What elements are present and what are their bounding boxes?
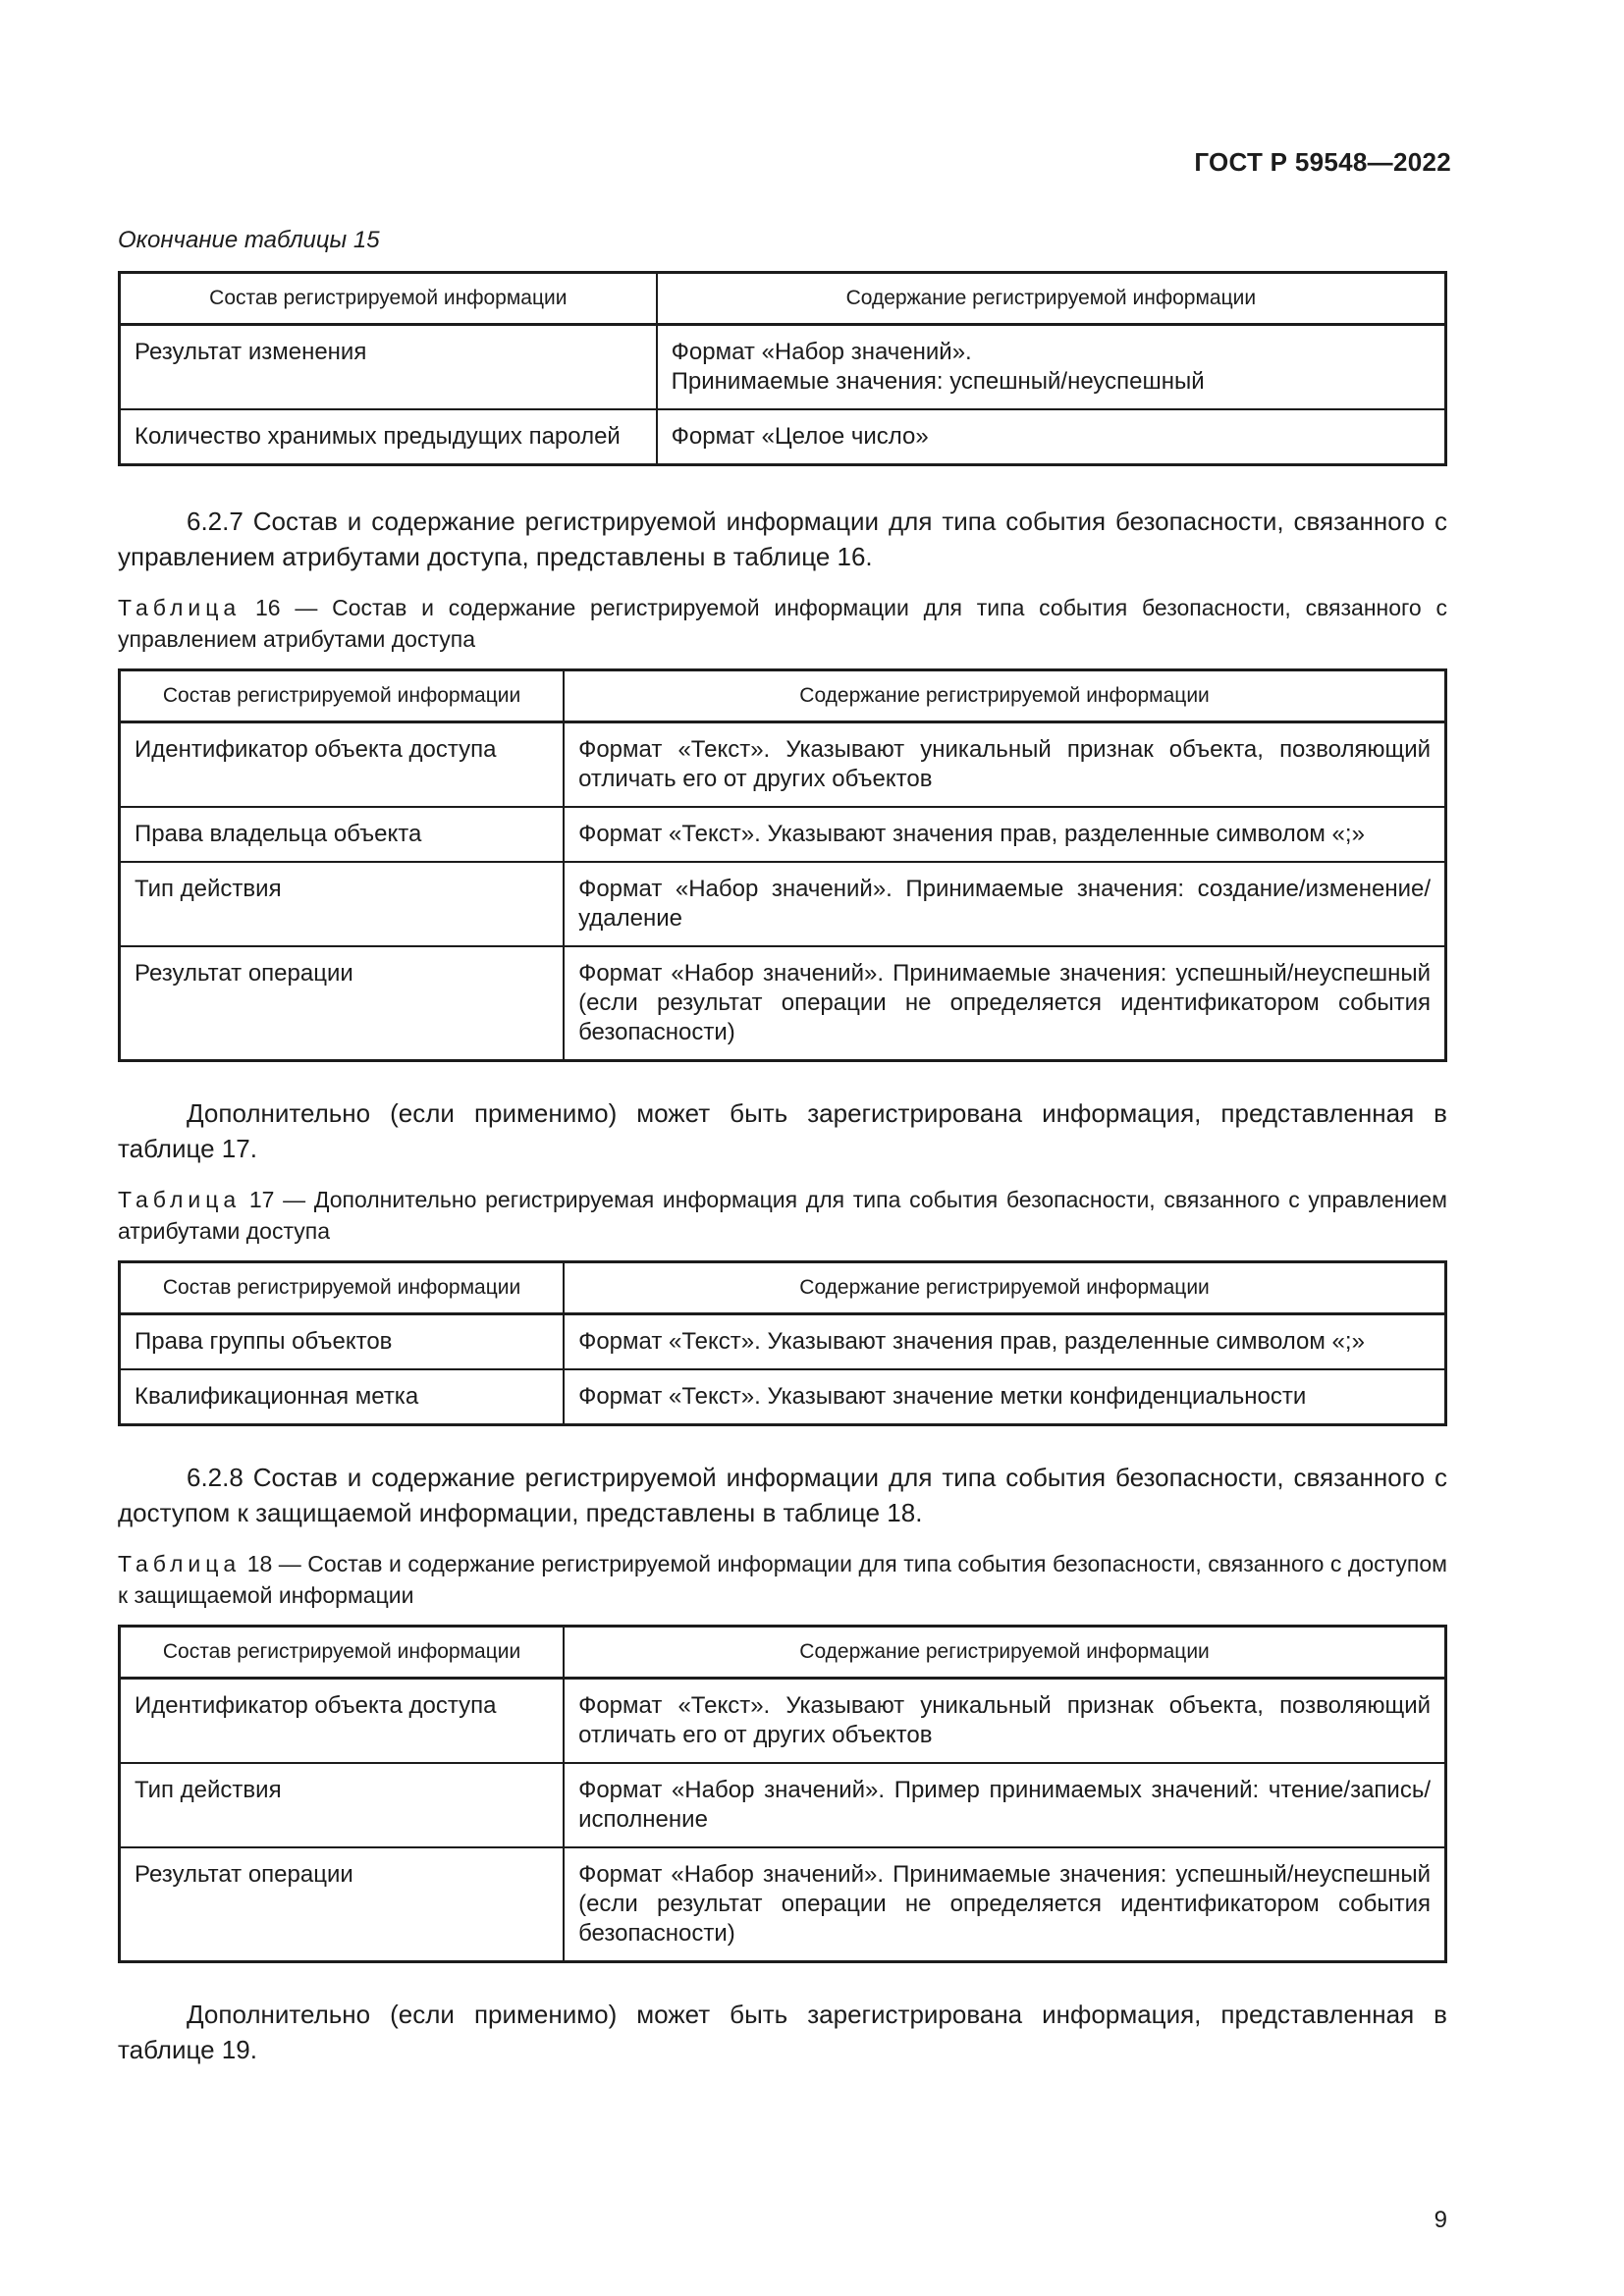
table-cell: Количество хранимых предыдущих паролей	[120, 409, 657, 465]
table-caption-text: 18 — Состав и содержание регистрируемой информации для типа события безопасности, связанного с доступом к защищаемой информации	[118, 1551, 1447, 1608]
paragraph-6-2-8: 6.2.8 Состав и содержание регистрируемой информации для типа события безопасности, связанного с доступом к защищаемой информации, представлены в таблице 18.	[118, 1463, 1447, 1527]
table-cell: Идентификатор объекта доступа	[120, 1679, 565, 1764]
column-header-composition: Состав регистрируемой информации	[120, 1262, 565, 1314]
table-caption-text: 16 — Состав и содержание регистрируемой информации для типа события безопасности, связанного с управлением атрибутами доступа	[118, 595, 1447, 652]
column-header-composition: Состав регистрируемой информации	[120, 670, 565, 722]
table-cell: Формат «Текст». Указывают уникальный признак объекта, позволяющий отличать его от других объектов	[564, 1679, 1445, 1764]
table-cell: Формат «Набор значений». Принимаемые значения: успешный/неуспешный	[657, 325, 1446, 410]
table-row	[120, 409, 1446, 465]
paragraph-additional-17: Дополнительно (если применимо) может быть зарегистрирована информация, представленная в таблице 17.	[118, 1098, 1447, 1163]
table-cell: Формат «Набор значений». Принимаемые значения: создание/изменение/удаление	[564, 862, 1445, 946]
column-header-composition: Состав регистрируемой информации	[120, 273, 657, 325]
table-row	[120, 1847, 1446, 1962]
table-cell: Результат операции	[120, 946, 565, 1061]
table-row	[120, 1369, 1446, 1425]
table-cell: Результат операции	[120, 1847, 565, 1962]
table-cell: Формат «Текст». Указывают значение метки конфиденциальности	[564, 1369, 1445, 1425]
table-caption-text: 17 — Дополнительно регистрируемая информация для типа события безопасности, связанного с управлением атрибутами доступа	[118, 1187, 1447, 1244]
paragraph-6-2-7: 6.2.7 Состав и содержание регистрируемой информации для типа события безопасности, связанного с управлением атрибутами доступа, представлены в таблице 16.	[118, 507, 1447, 571]
table-label: Таблица	[118, 595, 242, 620]
column-header-composition: Состав регистрируемой информации	[120, 1627, 565, 1679]
table-row	[120, 862, 1446, 946]
table-cell: Формат «Текст». Указывают значения прав, разделенные символом «;»	[564, 807, 1445, 862]
column-header-content: Содержание регистрируемой информации	[564, 670, 1445, 722]
table-15-end	[118, 271, 1447, 466]
table-18-caption	[118, 1548, 1447, 1611]
table-cell: Тип действия	[120, 1763, 565, 1847]
table-cell: Тип действия	[120, 862, 565, 946]
table-cell: Права владельца объекта	[120, 807, 565, 862]
table-header-row	[120, 273, 1446, 325]
table-header-row	[120, 670, 1446, 722]
column-header-content: Содержание регистрируемой информации	[564, 1262, 1445, 1314]
table-row	[120, 946, 1446, 1061]
table-label: Таблица	[118, 1187, 242, 1212]
table-17	[118, 1260, 1447, 1426]
table-row	[120, 1314, 1446, 1370]
column-header-content: Содержание регистрируемой информации	[657, 273, 1446, 325]
table-cell: Квалификационная метка	[120, 1369, 565, 1425]
table-cell: Формат «Набор значений». Принимаемые значения: успешный/неуспешный (если результат операции не определяется идентификатором события безопасности)	[564, 946, 1445, 1061]
table-18	[118, 1625, 1447, 1963]
table-cell: Результат изменения	[120, 325, 657, 410]
table-cell: Права группы объектов	[120, 1314, 565, 1370]
page-content	[118, 224, 1447, 2067]
table-cell: Формат «Набор значений». Пример принимаемых значений: чтение/запись/исполнение	[564, 1763, 1445, 1847]
column-header-content: Содержание регистрируемой информации	[564, 1627, 1445, 1679]
table-row	[120, 1679, 1446, 1764]
table-row	[120, 722, 1446, 808]
table-17-caption	[118, 1184, 1447, 1247]
paragraph-additional-19: Дополнительно (если применимо) может быть зарегистрирована информация, представленная в таблице 19.	[118, 2000, 1447, 2064]
table-15-continuation-caption: Окончание таблицы 15	[118, 227, 380, 253]
table-16-caption	[118, 592, 1447, 655]
table-row	[120, 325, 1446, 410]
table-cell: Формат «Текст». Указывают значения прав, разделенные символом «;»	[564, 1314, 1445, 1370]
table-cell: Формат «Текст». Указывают уникальный признак объекта, позволяющий отличать его от других объектов	[564, 722, 1445, 808]
table-cell: Формат «Целое число»	[657, 409, 1446, 465]
table-row	[120, 807, 1446, 862]
standard-designation: ГОСТ Р 59548—2022	[1194, 147, 1451, 177]
table-cell: Формат «Набор значений». Принимаемые значения: успешный/неуспешный (если результат операции не определяется идентификатором события безопасности)	[564, 1847, 1445, 1962]
table-cell: Идентификатор объекта доступа	[120, 722, 565, 808]
table-header-row	[120, 1627, 1446, 1679]
page-number: 9	[1434, 2207, 1447, 2233]
table-label: Таблица	[118, 1551, 242, 1576]
table-header-row	[120, 1262, 1446, 1314]
table-row	[120, 1763, 1446, 1847]
table-16	[118, 668, 1447, 1062]
